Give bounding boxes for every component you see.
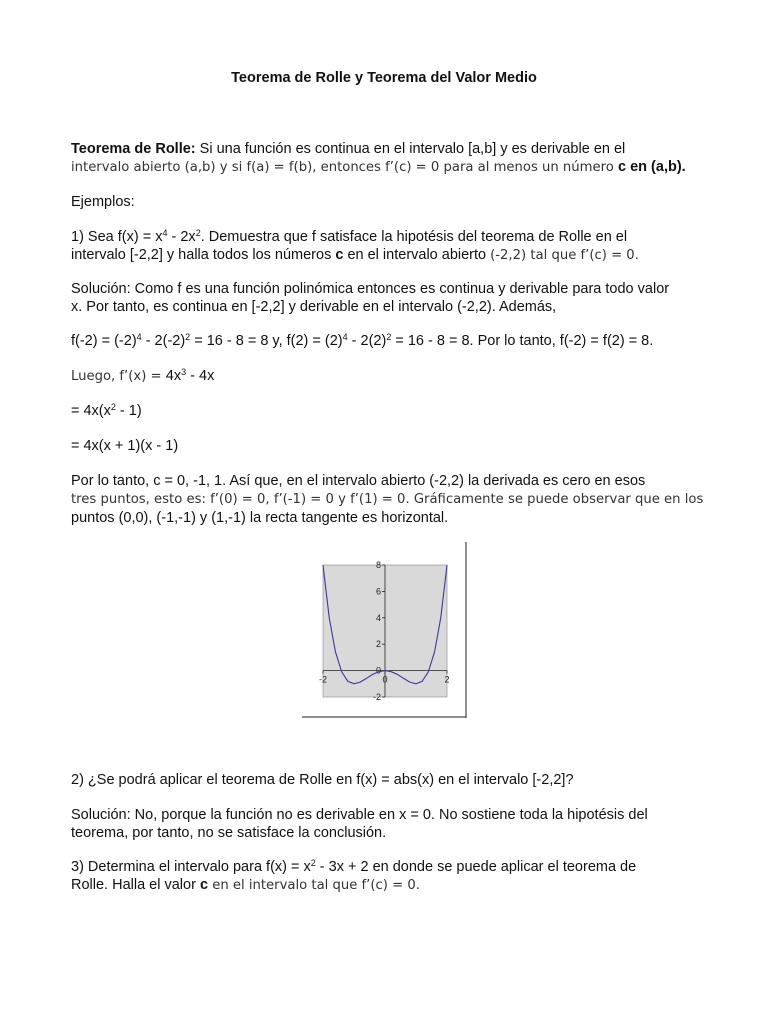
e3-a: 3) Determina el intervalo para f(x) = x xyxy=(71,859,311,875)
factor-step-1 xyxy=(71,402,711,420)
sol2-line2: teorema, por tanto, no se satisface la conclusión. xyxy=(71,825,387,841)
calc-b: - 2(-2) xyxy=(141,333,186,349)
calc-s3: 4 xyxy=(342,332,348,342)
calc-c: = 16 - 8 = 8 y, f(2) = (2) xyxy=(190,333,343,349)
calc-a: f(-2) = (-2) xyxy=(71,333,137,349)
e1-line2-c: en el intervalo abierto xyxy=(343,247,491,263)
y-tick-label: 6 xyxy=(375,586,381,597)
step2-b: - 1) xyxy=(115,403,142,419)
rolle-theorem-paragraph xyxy=(71,140,711,177)
y-tick-label: 4 xyxy=(375,612,381,623)
conc-line1: Por lo tanto, c = 0, -1, 1. Así que, en el intervalo abierto (-2,2) la derivada es cero en esos xyxy=(71,473,646,489)
luego-c: - 4x xyxy=(186,368,215,384)
sol1-line2: x. Por tanto, es continua en [-2,2] y derivable en el intervalo (-2,2). Además, xyxy=(71,299,557,315)
solution1-paragraph xyxy=(71,280,711,316)
y-tick-label: 2 xyxy=(375,639,381,650)
step2-a: = 4x(x xyxy=(71,403,111,419)
luego-b: 4x xyxy=(165,368,182,384)
y-tick-label: -2 xyxy=(372,692,381,702)
conclusion-paragraph xyxy=(71,472,711,527)
x-tick-label: 0 xyxy=(382,674,388,685)
rolle-text-line1: Si una función es continua en el intervalo [a,b] y es derivable en el xyxy=(195,141,626,157)
conc-line3: puntos (0,0), (-1,-1) y (1,-1) la recta tangente es horizontal. xyxy=(71,510,449,526)
e1-part-b: - 2x xyxy=(167,229,196,245)
y-tick-label: 0 xyxy=(375,665,381,676)
evaluation-line xyxy=(71,332,711,350)
e1-line2-d: (-2,2) tal que f’(c) = 0. xyxy=(490,248,639,263)
derivative-line xyxy=(71,367,711,386)
examples-heading: Ejemplos: xyxy=(71,194,135,210)
luego-sup: 3 xyxy=(181,367,187,377)
calc-d: - 2(2) xyxy=(347,333,387,349)
function-plot xyxy=(300,540,470,720)
factor-step-2: = 4x(x + 1)(x - 1) xyxy=(71,438,179,454)
e3-line2-c: en el intervalo tal que f’(c) = 0. xyxy=(208,878,420,893)
x-tick-label: -2 xyxy=(318,674,328,685)
e3-sup: 2 xyxy=(310,858,316,868)
conc-line2: tres puntos, esto es: f’(0) = 0, f’(-1) = 0 y f’(1) = 0. Gráficamente se puede observar que en los xyxy=(71,492,704,507)
e1-line2-a: intervalo [-2,2] y halla todos los números xyxy=(71,247,336,263)
calc-s4: 2 xyxy=(386,332,392,342)
example1-statement xyxy=(71,228,711,265)
e1-sup2: 2 xyxy=(195,228,201,238)
rolle-c-bold: c xyxy=(618,159,627,175)
e1-sup1: 4 xyxy=(162,228,168,238)
luego-a: Luego, f’(x) = xyxy=(71,369,166,384)
e3-line2-a: Rolle. Halla el valor xyxy=(71,877,200,893)
example2-statement: 2) ¿Se podrá aplicar el teorema de Rolle en f(x) = abs(x) en el intervalo [-2,2]? xyxy=(71,772,574,788)
document-title: Teorema de Rolle y Teorema del Valor Medio xyxy=(231,70,537,86)
e3-b: - 3x + 2 en donde se puede aplicar el teorema de xyxy=(315,859,637,875)
sol1-line1: Solución: Como f es una función polinómica entonces es continua y derivable para todo valor xyxy=(71,281,670,297)
calc-s1: 4 xyxy=(136,332,142,342)
e1-part-c: . Demuestra que f satisface la hipotésis del teorema de Rolle en el xyxy=(200,229,628,245)
example3-statement xyxy=(71,858,711,895)
y-tick-label: 8 xyxy=(375,560,381,570)
plot-svg xyxy=(300,540,470,720)
e1-part-a: 1) Sea f(x) = x xyxy=(71,229,163,245)
x-tick-label: 2 xyxy=(444,674,450,685)
calc-e: = 16 - 8 = 8. Por lo tanto, f(-2) = f(2) = 8. xyxy=(391,333,654,349)
e3-c-bold: c xyxy=(199,877,209,893)
e1-c-bold: c xyxy=(335,247,344,263)
step2-sup: 2 xyxy=(110,402,116,412)
rolle-label: Teorema de Rolle: xyxy=(71,141,196,157)
solution2-paragraph xyxy=(71,806,711,842)
sol2-line1: Solución: No, porque la función no es derivable en x = 0. No sostiene toda la hipotésis del xyxy=(71,807,648,823)
rolle-text-line2: intervalo abierto (a,b) y si f(a) = f(b), entonces f’(c) = 0 para al menos un número xyxy=(71,160,618,175)
rolle-interval-bold: en (a,b). xyxy=(626,159,686,175)
calc-s2: 2 xyxy=(185,332,191,342)
